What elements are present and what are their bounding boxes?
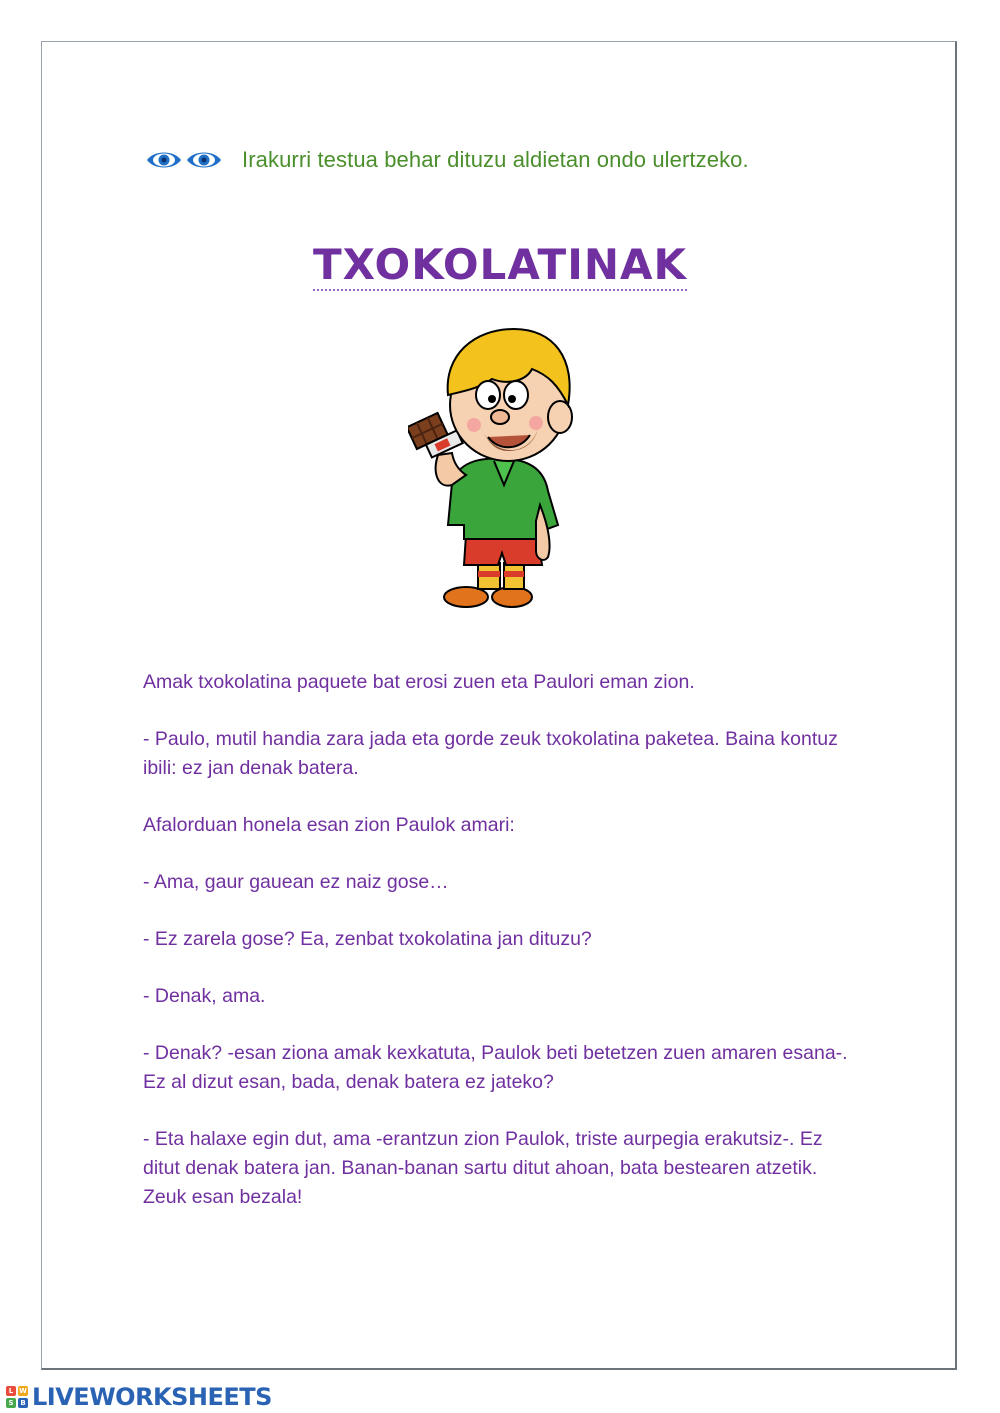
- story-text: [143, 668, 863, 1212]
- reading-instruction: [146, 140, 749, 180]
- story-paragraph: Amak txokolatina paquete bat erosi zuen eta Paulori eman zion.: [143, 671, 695, 693]
- story-paragraph: Zeuk esan bezala!: [143, 1186, 303, 1208]
- boy-eating-chocolate-illustration: [408, 325, 578, 615]
- story-paragraph: - Eta halaxe egin dut, ama -erantzun zion Paulok, triste aurpegia erakutsiz-. Ez ditut denak batera jan. Banan-banan sartu ditut ahoan, bata bestearen atzetik.: [143, 1128, 823, 1179]
- story-paragraph: Afalorduan honela esan zion Paulok amari:: [143, 814, 515, 836]
- eyes-icon: [146, 149, 222, 171]
- logo-mark-icon: L W S B: [6, 1386, 28, 1408]
- story-paragraph: - Denak? -esan ziona amak kexkatuta, Paulok beti betetzen zuen amaren esana-. Ez al dizut esan, bada, denak batera ez jateko?: [143, 1042, 848, 1093]
- title-text: TXOKOLATINAK: [312, 240, 688, 289]
- story-paragraph: - Ez zarela gose? Ea, zenbat txokolatina jan dituzu?: [143, 928, 592, 950]
- story-paragraph: - Ama, gaur gauean ez naiz gose…: [143, 871, 449, 893]
- page-title: [0, 240, 1000, 289]
- brand-name: LIVEWORKSHEETS: [32, 1383, 272, 1411]
- instruction-text: Irakurri testua behar dituzu aldietan ondo ulertzeko.: [242, 147, 749, 172]
- story-paragraph: - Paulo, mutil handia zara jada eta gorde zeuk txokolatina paketea. Baina kontuz ibili: ez jan denak batera.: [143, 728, 838, 779]
- liveworksheets-logo[interactable]: [6, 1384, 272, 1410]
- story-paragraph: - Denak, ama.: [143, 985, 266, 1007]
